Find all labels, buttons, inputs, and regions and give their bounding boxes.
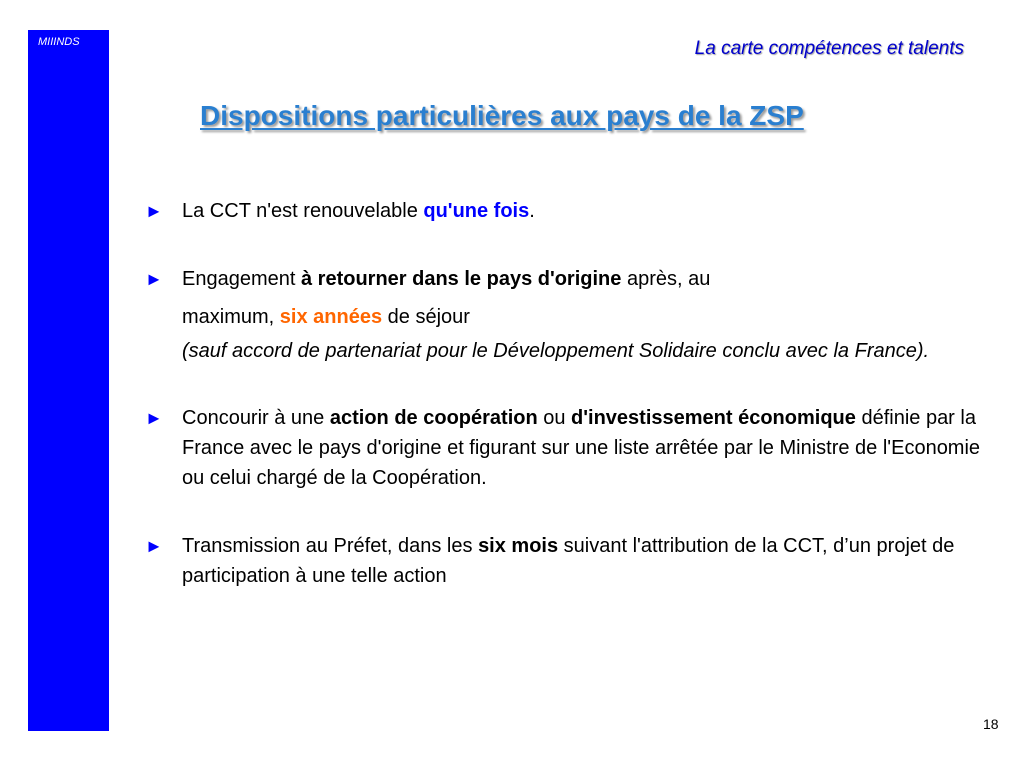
bullet-emphasis: qu'une fois <box>423 200 530 222</box>
bullet-text: Concourir à une <box>182 407 330 429</box>
slide-title: Dispositions particulières aux pays de la ZSP <box>200 100 804 131</box>
bullet-line <box>182 302 1005 332</box>
bullet-text: Engagement <box>182 268 301 290</box>
bullet-item-renewal <box>145 196 1005 226</box>
right-pointing-triangle-icon: ► <box>145 408 163 428</box>
bullet-item-cooperation <box>145 403 1005 493</box>
bullet-emphasis: six années <box>279 306 383 328</box>
bullet-emphasis: six mois <box>478 535 559 557</box>
bullet-text: de séjour <box>382 306 470 328</box>
bullet-text: maximum, <box>182 306 280 328</box>
sidebar-band <box>28 30 109 731</box>
bullet-emphasis: d'investissement économique <box>571 407 856 429</box>
bullet-text: définie par la France avec le pays d'origine et figurant sur une liste arrêtée par le Ministre de l'Economie ou celui chargé de la Coopération. <box>182 407 981 489</box>
bullet-line <box>182 264 1005 294</box>
bullet-text: La CCT n'est renouvelable <box>182 200 424 222</box>
sidebar-logo-label: MIIINDS <box>38 36 80 48</box>
bullet-emphasis: action de coopération <box>329 407 538 429</box>
header-title: La carte compétences et talents <box>694 38 964 59</box>
bullet-text: ou <box>537 407 572 429</box>
right-pointing-triangle-icon: ► <box>145 201 163 221</box>
bullet-item-return-commitment <box>145 264 1005 367</box>
bullet-list <box>145 196 1005 591</box>
right-pointing-triangle-icon: ► <box>145 269 163 289</box>
bullet-text: . <box>529 200 535 222</box>
bullet-note: (sauf accord de partenariat pour le Développement Solidaire conclu avec la France). <box>182 340 930 362</box>
bullet-item-transmission <box>145 531 1005 591</box>
right-pointing-triangle-icon: ► <box>145 536 163 556</box>
bullet-text: suivant l'attribution de la CCT, d’un projet de participation à une telle action <box>182 535 955 587</box>
bullet-text: Transmission au Préfet, dans les <box>182 535 479 557</box>
page-number: 18 <box>983 716 999 732</box>
bullet-text: après, au <box>621 268 711 290</box>
bullet-emphasis: à retourner dans le pays d'origine <box>300 268 622 290</box>
